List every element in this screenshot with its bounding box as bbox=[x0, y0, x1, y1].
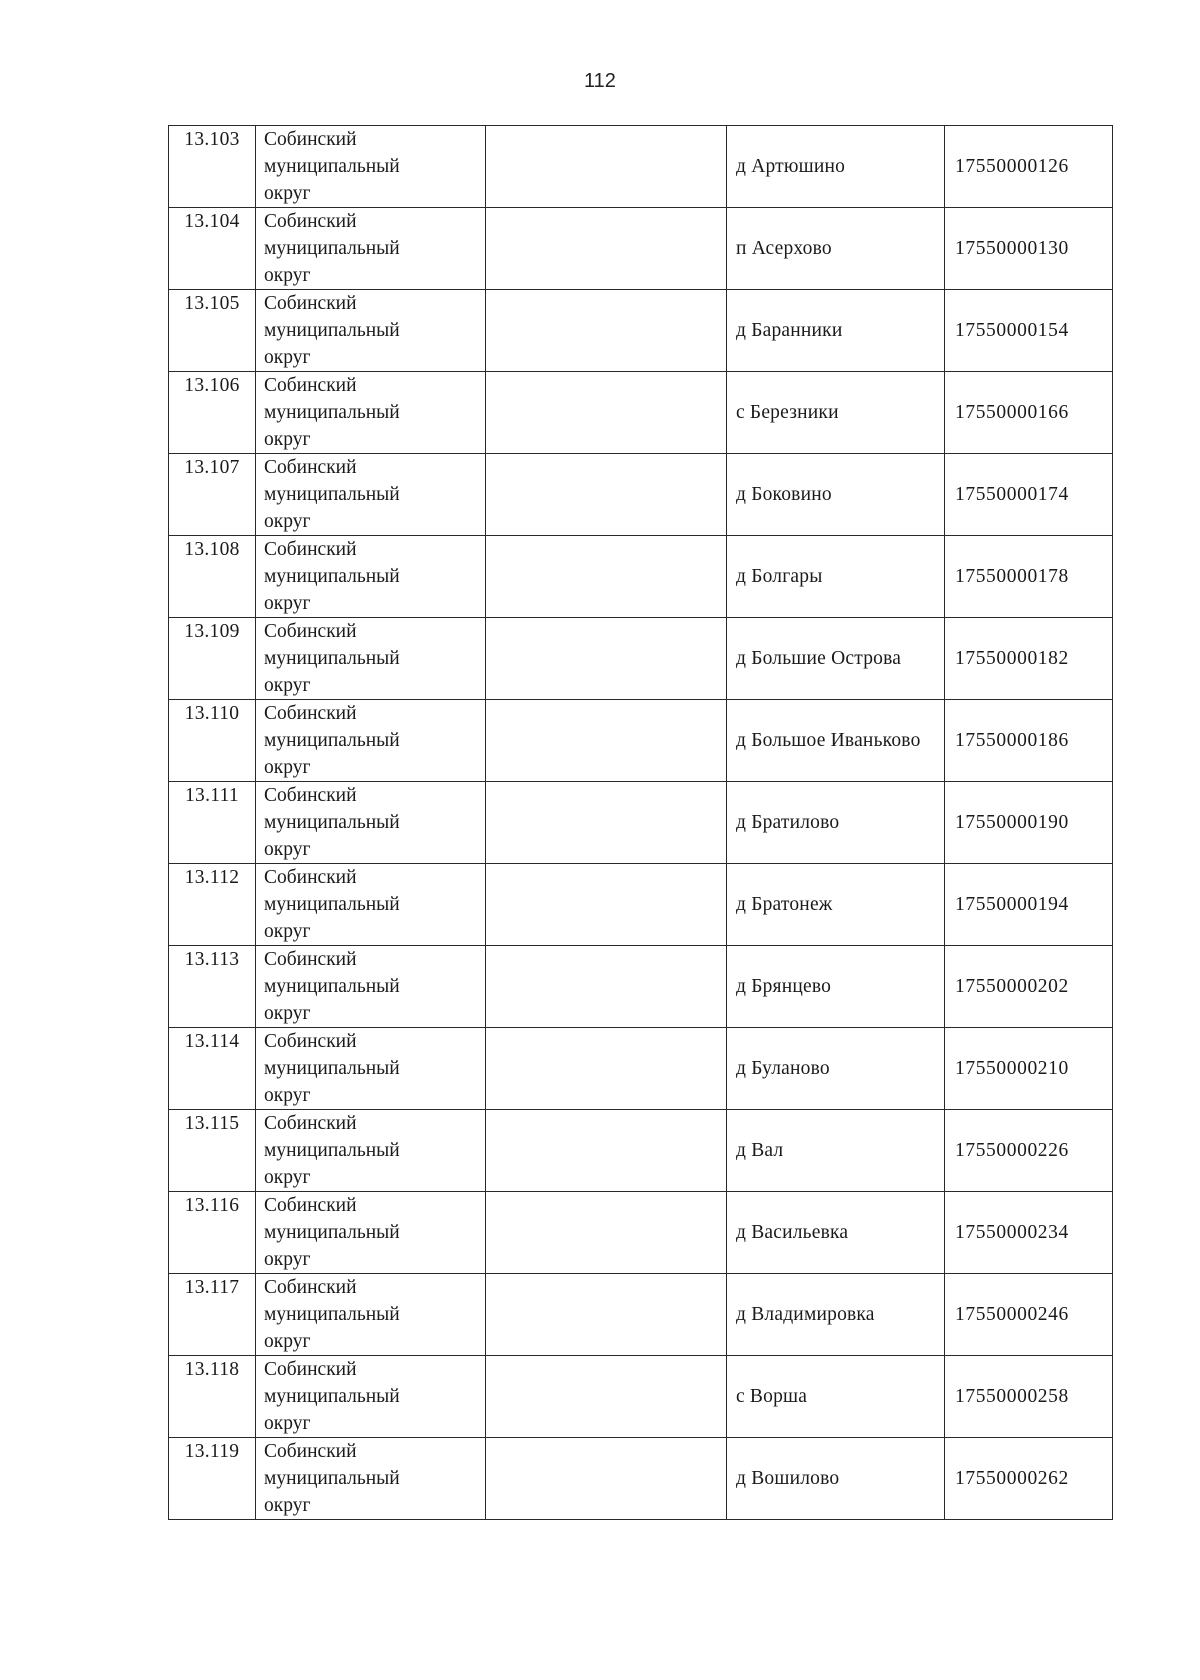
district-line: округ bbox=[264, 1167, 311, 1188]
district-cell bbox=[256, 1110, 486, 1192]
district-line: округ bbox=[264, 675, 311, 696]
district-line: муниципальный bbox=[264, 1468, 400, 1489]
registry-body bbox=[169, 126, 1113, 1520]
district-line: муниципальный bbox=[264, 238, 400, 259]
district-line: муниципальный bbox=[264, 976, 400, 997]
row-number: 13.111 bbox=[169, 782, 256, 864]
district-cell bbox=[256, 700, 486, 782]
district-cell bbox=[256, 1028, 486, 1110]
oktmo-code: 17550000182 bbox=[945, 618, 1113, 700]
district-line: муниципальный bbox=[264, 894, 400, 915]
settlement-name: п Асерхово bbox=[727, 208, 945, 290]
district-line: Собинский bbox=[264, 703, 357, 724]
district-line: округ bbox=[264, 1249, 311, 1270]
table-row bbox=[169, 1192, 1113, 1274]
district-line: муниципальный bbox=[264, 1386, 400, 1407]
settlement-name: д Вал bbox=[727, 1110, 945, 1192]
district-line: округ bbox=[264, 1085, 311, 1106]
district-line: муниципальный bbox=[264, 1140, 400, 1161]
district-line: муниципальный bbox=[264, 1058, 400, 1079]
row-number: 13.115 bbox=[169, 1110, 256, 1192]
row-number: 13.117 bbox=[169, 1274, 256, 1356]
row-number: 13.119 bbox=[169, 1438, 256, 1520]
table-row bbox=[169, 618, 1113, 700]
district-line: муниципальный bbox=[264, 402, 400, 423]
settlement-name: д Васильевка bbox=[727, 1192, 945, 1274]
district-line: Собинский bbox=[264, 1195, 357, 1216]
district-line: Собинский bbox=[264, 1277, 357, 1298]
oktmo-code: 17550000174 bbox=[945, 454, 1113, 536]
table-row bbox=[169, 126, 1113, 208]
oktmo-code: 17550000226 bbox=[945, 1110, 1113, 1192]
district-line: Собинский bbox=[264, 1113, 357, 1134]
district-cell bbox=[256, 208, 486, 290]
settlement-name: д Владимировка bbox=[727, 1274, 945, 1356]
settlement-name: д Большое Иваньково bbox=[727, 700, 945, 782]
settlement-name: д Большие Острова bbox=[727, 618, 945, 700]
district-line: округ bbox=[264, 921, 311, 942]
empty-cell bbox=[486, 1110, 727, 1192]
settlement-name: д Болгары bbox=[727, 536, 945, 618]
table-row bbox=[169, 290, 1113, 372]
table-row bbox=[169, 782, 1113, 864]
district-cell bbox=[256, 618, 486, 700]
empty-cell bbox=[486, 1028, 727, 1110]
empty-cell bbox=[486, 1438, 727, 1520]
empty-cell bbox=[486, 536, 727, 618]
district-line: округ bbox=[264, 1413, 311, 1434]
district-line: округ bbox=[264, 1331, 311, 1352]
oktmo-code: 17550000194 bbox=[945, 864, 1113, 946]
table-row bbox=[169, 864, 1113, 946]
district-line: муниципальный bbox=[264, 730, 400, 751]
district-cell bbox=[256, 454, 486, 536]
district-line: Собинский bbox=[264, 457, 357, 478]
district-line: муниципальный bbox=[264, 812, 400, 833]
table-row bbox=[169, 372, 1113, 454]
oktmo-code: 17550000166 bbox=[945, 372, 1113, 454]
table-row bbox=[169, 454, 1113, 536]
row-number: 13.112 bbox=[169, 864, 256, 946]
district-line: муниципальный bbox=[264, 484, 400, 505]
empty-cell bbox=[486, 1356, 727, 1438]
row-number: 13.107 bbox=[169, 454, 256, 536]
district-cell bbox=[256, 864, 486, 946]
district-line: муниципальный bbox=[264, 648, 400, 669]
settlement-registry-table bbox=[168, 125, 1113, 1520]
table-row bbox=[169, 1110, 1113, 1192]
oktmo-code: 17550000202 bbox=[945, 946, 1113, 1028]
empty-cell bbox=[486, 1274, 727, 1356]
district-line: муниципальный bbox=[264, 1304, 400, 1325]
settlement-name: с Березники bbox=[727, 372, 945, 454]
district-cell bbox=[256, 372, 486, 454]
district-line: округ bbox=[264, 1495, 311, 1516]
table-row bbox=[169, 208, 1113, 290]
district-line: муниципальный bbox=[264, 156, 400, 177]
oktmo-code: 17550000258 bbox=[945, 1356, 1113, 1438]
district-line: округ bbox=[264, 183, 311, 204]
district-line: Собинский bbox=[264, 1441, 357, 1462]
empty-cell bbox=[486, 454, 727, 536]
district-cell bbox=[256, 1192, 486, 1274]
empty-cell bbox=[486, 700, 727, 782]
row-number: 13.103 bbox=[169, 126, 256, 208]
page-number: 112 bbox=[584, 70, 616, 92]
settlement-name: д Вошилово bbox=[727, 1438, 945, 1520]
row-number: 13.110 bbox=[169, 700, 256, 782]
empty-cell bbox=[486, 208, 727, 290]
district-line: Собинский bbox=[264, 785, 357, 806]
district-line: Собинский bbox=[264, 621, 357, 642]
district-cell bbox=[256, 1274, 486, 1356]
row-number: 13.118 bbox=[169, 1356, 256, 1438]
district-line: Собинский bbox=[264, 539, 357, 560]
settlement-name: д Артюшино bbox=[727, 126, 945, 208]
district-line: округ bbox=[264, 1003, 311, 1024]
table-row bbox=[169, 1356, 1113, 1438]
table-row bbox=[169, 946, 1113, 1028]
district-cell bbox=[256, 126, 486, 208]
district-cell bbox=[256, 946, 486, 1028]
district-line: муниципальный bbox=[264, 1222, 400, 1243]
district-line: Собинский bbox=[264, 129, 357, 150]
district-line: муниципальный bbox=[264, 320, 400, 341]
row-number: 13.105 bbox=[169, 290, 256, 372]
district-line: округ bbox=[264, 347, 311, 368]
district-cell bbox=[256, 536, 486, 618]
oktmo-code: 17550000178 bbox=[945, 536, 1113, 618]
empty-cell bbox=[486, 126, 727, 208]
district-line: округ bbox=[264, 429, 311, 450]
district-line: Собинский bbox=[264, 293, 357, 314]
oktmo-code: 17550000190 bbox=[945, 782, 1113, 864]
table-row bbox=[169, 1274, 1113, 1356]
settlement-name: д Братонеж bbox=[727, 864, 945, 946]
table-row bbox=[169, 1028, 1113, 1110]
district-line: Собинский bbox=[264, 949, 357, 970]
district-line: Собинский bbox=[264, 867, 357, 888]
district-cell bbox=[256, 782, 486, 864]
table-row bbox=[169, 1438, 1113, 1520]
district-line: Собинский bbox=[264, 1031, 357, 1052]
oktmo-code: 17550000126 bbox=[945, 126, 1113, 208]
district-cell bbox=[256, 1356, 486, 1438]
row-number: 13.109 bbox=[169, 618, 256, 700]
settlement-name: д Брянцево bbox=[727, 946, 945, 1028]
row-number: 13.114 bbox=[169, 1028, 256, 1110]
oktmo-code: 17550000154 bbox=[945, 290, 1113, 372]
empty-cell bbox=[486, 290, 727, 372]
empty-cell bbox=[486, 1192, 727, 1274]
row-number: 13.108 bbox=[169, 536, 256, 618]
table-row bbox=[169, 536, 1113, 618]
empty-cell bbox=[486, 372, 727, 454]
settlement-name: д Баранники bbox=[727, 290, 945, 372]
table-row bbox=[169, 700, 1113, 782]
district-line: Собинский bbox=[264, 1359, 357, 1380]
row-number: 13.104 bbox=[169, 208, 256, 290]
row-number: 13.106 bbox=[169, 372, 256, 454]
oktmo-code: 17550000186 bbox=[945, 700, 1113, 782]
settlement-name: д Буланово bbox=[727, 1028, 945, 1110]
row-number: 13.116 bbox=[169, 1192, 256, 1274]
empty-cell bbox=[486, 782, 727, 864]
oktmo-code: 17550000130 bbox=[945, 208, 1113, 290]
empty-cell bbox=[486, 864, 727, 946]
district-line: округ bbox=[264, 511, 311, 532]
district-cell bbox=[256, 1438, 486, 1520]
oktmo-code: 17550000262 bbox=[945, 1438, 1113, 1520]
district-line: Собинский bbox=[264, 375, 357, 396]
district-line: округ bbox=[264, 757, 311, 778]
settlement-name: с Ворша bbox=[727, 1356, 945, 1438]
row-number: 13.113 bbox=[169, 946, 256, 1028]
district-line: Собинский bbox=[264, 211, 357, 232]
district-line: округ bbox=[264, 265, 311, 286]
settlement-name: д Братилово bbox=[727, 782, 945, 864]
oktmo-code: 17550000234 bbox=[945, 1192, 1113, 1274]
district-line: муниципальный bbox=[264, 566, 400, 587]
district-line: округ bbox=[264, 839, 311, 860]
settlement-name: д Боковино bbox=[727, 454, 945, 536]
empty-cell bbox=[486, 946, 727, 1028]
oktmo-code: 17550000210 bbox=[945, 1028, 1113, 1110]
district-cell bbox=[256, 290, 486, 372]
oktmo-code: 17550000246 bbox=[945, 1274, 1113, 1356]
empty-cell bbox=[486, 618, 727, 700]
district-line: округ bbox=[264, 593, 311, 614]
